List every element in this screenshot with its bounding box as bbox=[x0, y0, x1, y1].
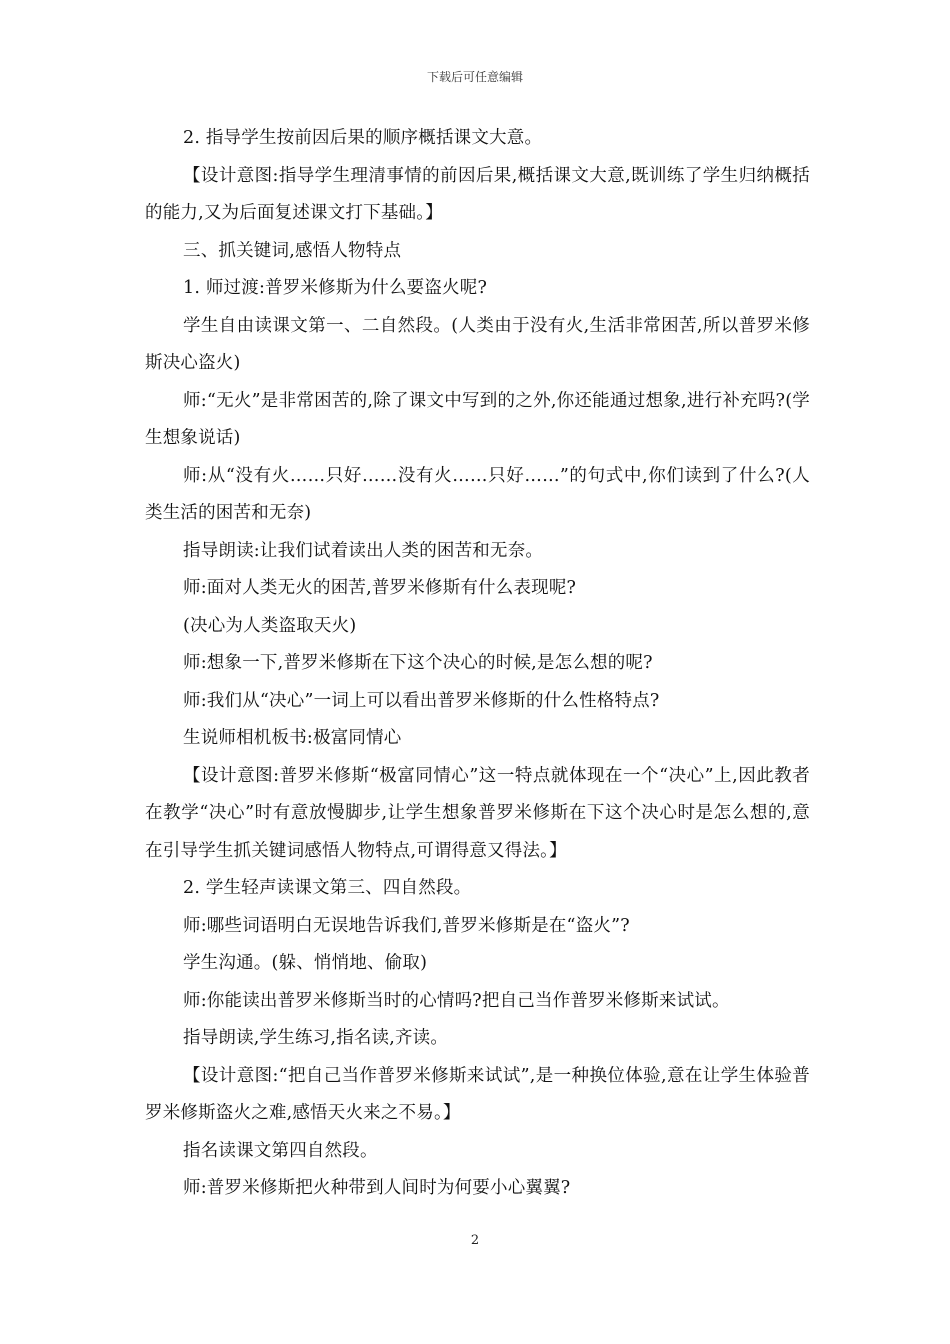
paragraph: 学生自由读课文第一、二自然段。(人类由于没有火,生活非常困苦,所以普罗米修斯决心盗火) bbox=[145, 315, 810, 373]
paragraph: 师:我们从“决心”一词上可以看出普罗米修斯的什么性格特点? bbox=[183, 690, 660, 711]
paragraph: 生说师相机板书:极富同情心 bbox=[183, 728, 402, 748]
document-body bbox=[145, 120, 810, 1208]
paragraph: 师:想象一下,普罗米修斯在下这个决心的时候,是怎么想的呢? bbox=[183, 653, 653, 673]
paragraph: 师:普罗米修斯把火种带到人间时为何要小心翼翼? bbox=[183, 1178, 571, 1198]
header-note: 下载后可任意编辑 bbox=[426, 70, 523, 84]
paragraph: 指导朗读:让我们试着读出人类的困苦和无奈。 bbox=[183, 540, 544, 561]
design-intent-note: 【设计意图:普罗米修斯“极富同情心”这一特点就体现在一个“决心”上,因此教者在教学“决心”时有意放慢脚步,让学生想象普罗米修斯在下这个决心时是怎么想的,意在引导学生抓关键词感悟人物特点,可谓得意又得法。】 bbox=[145, 765, 810, 861]
paragraph: (决心为人类盗取天火) bbox=[183, 615, 357, 636]
page-number: 2 bbox=[470, 1233, 480, 1248]
paragraph: 1. 师过渡:普罗米修斯为什么要盗火呢? bbox=[183, 278, 488, 298]
paragraph: 学生沟通。(躲、悄悄地、偷取) bbox=[183, 953, 428, 973]
paragraph: 师:你能读出普罗米修斯当时的心情吗?把自己当作普罗米修斯来试试。 bbox=[183, 990, 730, 1011]
paragraph: 指导朗读,学生练习,指名读,齐读。 bbox=[183, 1028, 449, 1048]
paragraph: 师:面对人类无火的困苦,普罗米修斯有什么表现呢? bbox=[183, 578, 577, 598]
paragraph: 师:“无火”是非常困苦的,除了课文中写到的之外,你还能通过想象,进行补充吗?(学生想象说话) bbox=[145, 390, 810, 448]
design-intent-note: 【设计意图:指导学生理清事情的前因后果,概括课文大意,既训练了学生归纳概括的能力,又为后面复述课文打下基础。】 bbox=[145, 165, 810, 223]
paragraph: 2. 学生轻声读课文第三、四自然段。 bbox=[183, 878, 472, 898]
paragraph: 2. 指导学生按前因后果的顺序概括课文大意。 bbox=[183, 128, 543, 148]
paragraph: 师:从“没有火……只好……没有火……只好……”的句式中,你们读到了什么?(人类生活的困苦和无奈) bbox=[145, 465, 810, 523]
paragraph: 师:哪些词语明白无误地告诉我们,普罗米修斯是在“盗火”? bbox=[183, 915, 630, 936]
section-heading: 三、抓关键词,感悟人物特点 bbox=[183, 240, 402, 261]
design-intent-note: 【设计意图:“把自己当作普罗米修斯来试试”,是一种换位体验,意在让学生体验普罗米修斯盗火之难,感悟天火来之不易。】 bbox=[145, 1065, 810, 1123]
paragraph: 指名读课文第四自然段。 bbox=[183, 1140, 378, 1161]
